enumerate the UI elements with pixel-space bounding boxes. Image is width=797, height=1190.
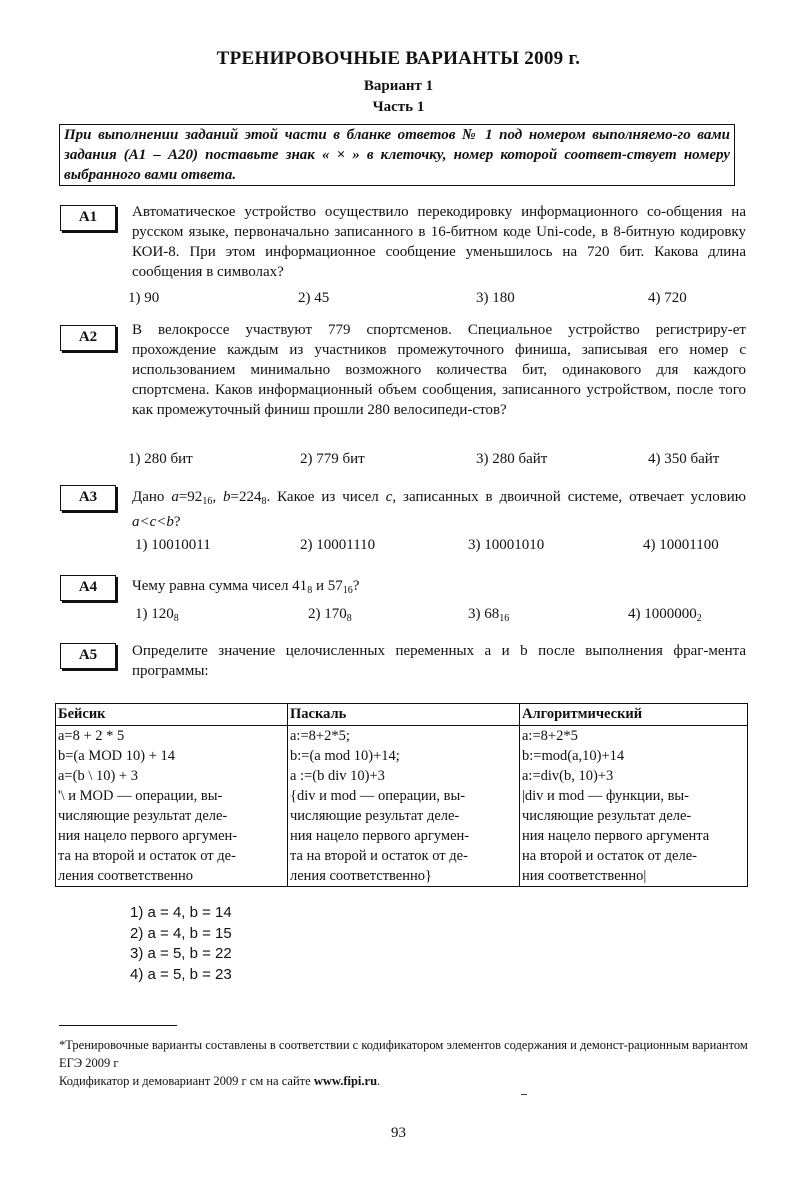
code-cell-basic: a=8 + 2 * 5 b=(a MOD 10) + 14 a=(b \ 10) + 3 '\ и MOD — операции, вы- числяющие результат деле- ния нацело первого аргумен- та на второй и остаток от де- ления соответственно xyxy=(56,726,288,887)
a5-answer-list xyxy=(130,903,232,985)
option-2: 2) 779 бит xyxy=(300,451,365,467)
footnote xyxy=(59,1036,749,1090)
options-a4 xyxy=(135,606,755,624)
answer-option: 3) a = 5, b = 22 xyxy=(130,945,232,962)
question-text-a1: Автоматическое устройство осуществило перекодировку информационного со-общения на русском языке, первоначально записанного в 16-битном коде Uni-code, в 8-битную кодировку КОИ-8. При этом информационное сообщение уменьшилось на 720 бит. Какова длина сообщения в символах? xyxy=(132,204,746,280)
option-3: 3) $68_{16}$ xyxy=(468,606,510,624)
page-title: ТРЕНИРОВОЧНЫЕ ВАРИАНТЫ 2009 г. xyxy=(216,48,581,69)
option-2: 2) $170_8$ xyxy=(308,606,352,624)
answer-option: 1) a = 4, b = 14 xyxy=(130,904,232,921)
option-4: 4) 720 xyxy=(648,290,687,306)
stray-mark xyxy=(521,1094,527,1095)
option-4: 4) $1000000_2$ xyxy=(628,606,702,624)
option-1: 1) 10010011 xyxy=(135,537,211,553)
option-2: 2) 10001110 xyxy=(300,537,376,553)
answer-option: 2) a = 4, b = 15 xyxy=(130,924,232,942)
question-label-a1: A1 xyxy=(60,205,116,231)
variant-heading: Вариант 1 xyxy=(363,78,434,94)
question-text-a5: Определите значение целочисленных переменных a и b после выполнения фраг-мента программы: xyxy=(132,643,746,679)
footnote-divider xyxy=(59,1025,177,1026)
option-1: 1) 280 бит xyxy=(128,451,193,467)
code-cell-algorithmic: a:=8+2*5 b:=mod(a,10)+14 a:=div(b, 10)+3 |div и mod — функции, вы- числяющие результат деле- ния нацело первого аргумента на второй и остаток от деле- ния соответственно| xyxy=(520,726,748,887)
option-2: 2) 45 xyxy=(298,290,330,306)
option-3: 3) 280 байт xyxy=(476,451,548,467)
question-label-a4: A4 xyxy=(60,575,116,601)
options-a1 xyxy=(128,290,748,307)
option-3: 3) 10001010 xyxy=(468,537,545,553)
page-number: 93 xyxy=(391,1125,406,1141)
question-label-a5: A5 xyxy=(60,643,116,669)
question-text-a2: В велокроссе участвуют 779 спортсменов. Специальное устройство регистриру-ет прохождение каждым из участников промежуточного финиша, записывая его номер с использованием минимально возможного количества бит, одинакового для каждого спортсмена. Каков информационный объем сообщения, записанного устройством, после того как промежуточный финиш прошли 280 велосипеди-стов? xyxy=(132,322,746,418)
option-1: 1) $120_8$ xyxy=(135,606,179,624)
options-a2 xyxy=(128,451,748,468)
question-label-a3: A3 xyxy=(60,485,116,511)
col-header-pascal: Паскаль xyxy=(288,704,520,726)
question-label-a2: A2 xyxy=(60,325,116,351)
footnote-line-1: *Тренировочные варианты составлены в соответствии с кодификатором элементов содержания и демонст-рационным вариантом ЕГЭ 2009 г xyxy=(59,1038,748,1070)
option-3: 3) 180 xyxy=(476,290,515,306)
footnote-line-2: Кодификатор и демовариант 2009 г см на сайте www.fipi.ru. xyxy=(59,1074,381,1088)
option-1: 1) 90 xyxy=(128,290,160,306)
program-table xyxy=(55,703,748,887)
question-text-a4: Чему равна сумма чисел $41_8$ и $57_{16}$? xyxy=(132,578,360,596)
col-header-basic: Бейсик xyxy=(56,704,288,726)
options-a3 xyxy=(135,537,755,554)
site-link: www.fipi.ru xyxy=(313,1074,378,1088)
instruction-box: При выполнении заданий этой части в бланке ответов № 1 под номером выполняемо-го вами задания (А1 – А20) поставьте знак « × » в клеточку, номер которой соответ-ствует номеру выбранного вами ответа. xyxy=(59,124,735,186)
code-cell-pascal: a:=8+2*5; b:=(a mod 10)+14; a :=(b div 10)+3 {div и mod — операции, вы- числяющие результат деле- ния нацело первого аргумен- та на второй и остаток от де- ления соответственно} xyxy=(288,726,520,887)
option-4: 4) 350 байт xyxy=(648,451,720,467)
option-4: 4) 10001100 xyxy=(643,537,719,553)
question-text-a3: Дано $a=92_{16}$, $b=224_8$. Какое из чисел c, записанных в двоичной системе, отвечает условию a<c<b? xyxy=(132,489,747,530)
col-header-algorithmic: Алгоритмический xyxy=(520,704,748,726)
part-heading: Часть 1 xyxy=(372,99,425,115)
answer-option: 4) a = 5, b = 23 xyxy=(130,965,232,983)
